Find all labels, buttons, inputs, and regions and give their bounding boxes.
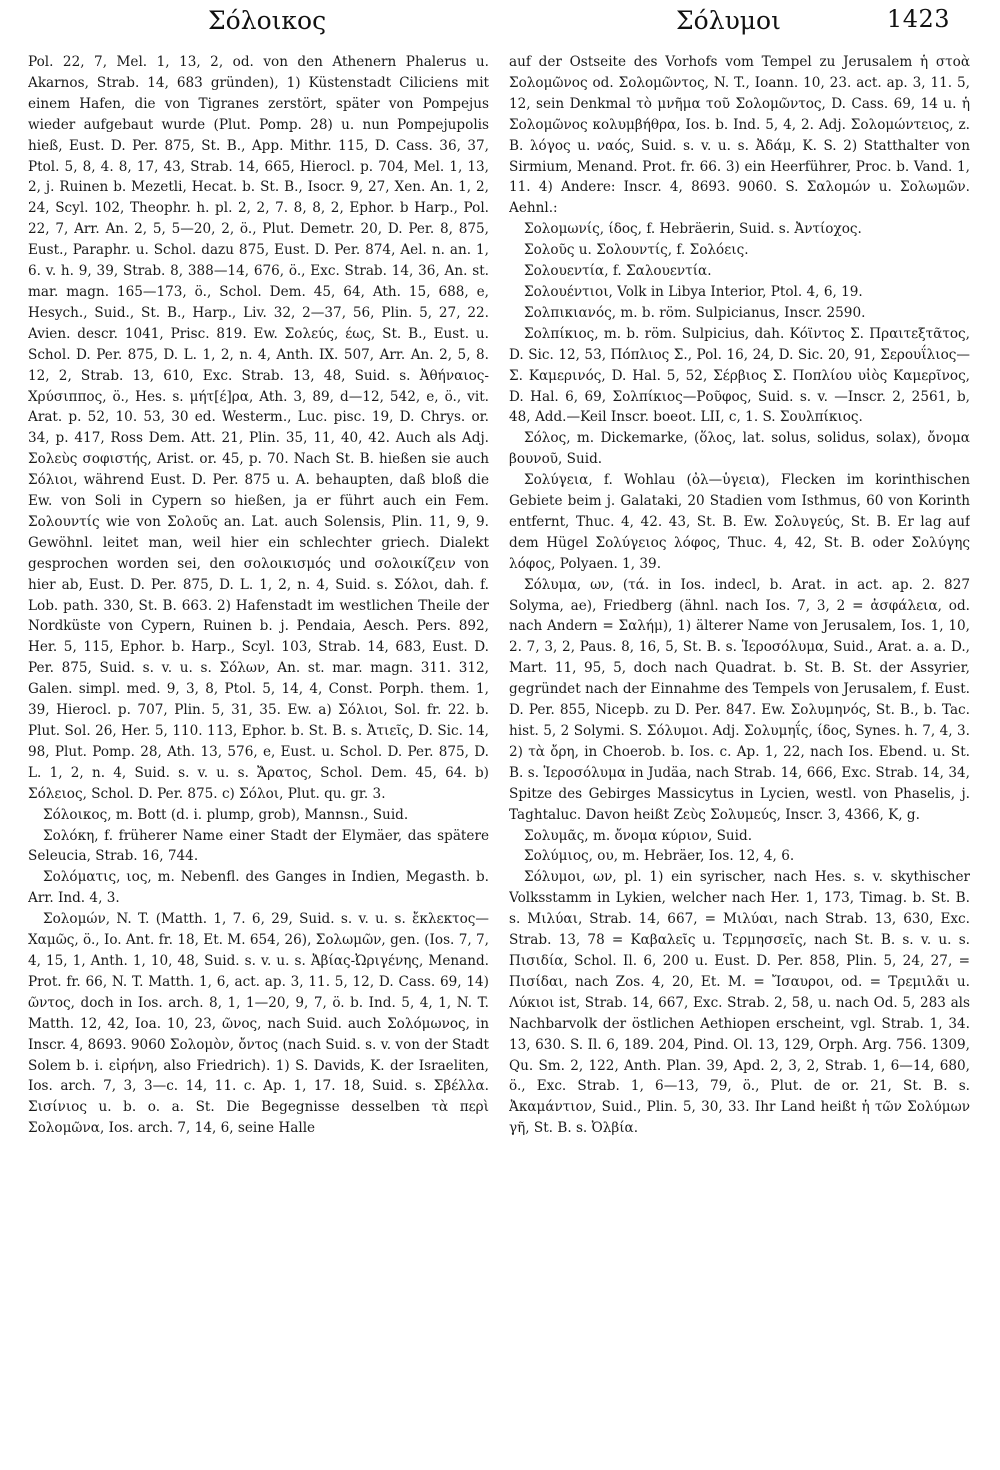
dictionary-entry: Σόλυμα, ων, (τά. in Ios. indecl, b. Arat. in act. ap. 2. 827 Solyma, ae), Friedberg (ähnl. nach Ios. 7, 3, 2 = ἀσφάλεια, od. nach Andern = Σαλήμ), 1) älterer Name von Jerusalem, Ios. 1, 10, 2. 7, 3, 2, Paus. 8, 16, 5, St. B. s. Ἱεροσόλυμα, Suid., Arat. a. a. D., Mart. 11, 95, 5, doch nach Quadrat. b. St. B. St. der Assyrier, gegründet nach der Einnahme des Tempels von Jerusalem, f. Eust. D. Per. 855, Nicepb. zu D. Per. 847. Ew. Σολυμηνός, St. B., b. Tac. hist. 5, 2 Solymi. S. Σόλυμοι. Adj. Σολυμηΐς, ίδος, Synes. h. 7, 4, 3. 2) τὰ ὄρη, in Choerob. b. Ios. c. Ap. 1, 22, nach Ios. Ebend. u. St. B. s. Ἱεροσόλυμα in Judäa, nach Strab. 14, 666, Exc. Strab. 14, 34, Spitze des Gebirges Massicytus in Lycien, westl. von Phaselis, j. Taghtaluc. Davon heißt Ζεὺς Σολυμεύς, Inscr. 3, 4366, K, g. xyxy=(509,576,970,823)
text-columns xyxy=(28,52,970,1450)
page-header xyxy=(0,0,1000,48)
dictionary-entry: Σολουεντία, f. Σαλουεντία. xyxy=(524,263,712,280)
dictionary-entry: Σολόματις, ιος, m. Nebenfl. des Ganges in Indien, Megasth. b. Arr. Ind. 4, 3. xyxy=(28,869,489,907)
header-left-word: Σόλοικος xyxy=(208,6,327,35)
dictionary-entry: Σολουέντιοι, Volk in Libya Interior, Ptol. 4, 6, 19. xyxy=(524,283,863,300)
dictionary-entry: Σολπίκιος, m. b. röm. Sulpicius, dah. Κόϊντος Σ. Πραιτεξτᾶτος, D. Sic. 12, 53, Πόπλιος Σ., Pol. 16, 24, D. Sic. 20, 91, Σερουΐλιος—Σ. Καμερινός, D. Hal. 5, 52, Σέρβιος Σ. Ποπλίου υἱὸς Καμερῖνος, D. Hal. 6, 69, Σολπίκιος—Ροῦφος, Suid. s. v. —Inscr. 2, 2561, b, 48, Add.—Keil Inscr. boeot. LII, c, 1. S. Σουλπίκιος. xyxy=(509,325,970,426)
dictionary-entry: Σόλοικος, m. Bott (d. i. plump, grob), Mannsn., Suid. xyxy=(43,806,409,823)
dictionary-entry: Σολομών, N. T. (Matth. 1, 7. 6, 29, Suid. s. v. u. s. ἔκλεκτος—Χαμῶς, ö., Io. Ant. fr. 18, Et. M. 654, 26), Σολωμῶν, gen. (Ios. 7, 7, 4, 15, 1, Anth. 1, 10, 48, Suid. s. v. u. s. Ἀβίας-Ὠριγένης, Menand. Prot. fr. 66, N. T. Matth. 1, 6, act. ap. 3, 11. 5, 12, D. Cass. 69, 14) ῶντος, doch in Ios. arch. 8, 1, 1—20, 9, 7, ö. b. Ind. 5, 4, 1, N. T. Matth. 12, 42, Ioa. 10, 23, ῶνος, nach Suid. auch Σολόμωνος, in Inscr. 4, 8693. 9060 Σολομὸν, ὄντος (nach Suid. s. v. von der Stadt Solem b. i. εἰρήνη, also Friedrich). 1) S. Davids, K. der Israeliten, Ios. arch. 7, 3, 3—c. 14, 11. c. Ap. 1, 17. 18, Suid. s. Σβέλλα. Σισίνιος u. b. o. a. St. Die Begegnisse desselben τὰ περὶ Σολομῶνα, Ios. arch. 7, 14, 6, seine Halle xyxy=(28,911,489,1137)
dictionary-entry: Σόλος, m. Dickemarke, (ὅλος, lat. solus, solidus, solax), ὄνομα βουνοῦ, Suid. xyxy=(509,430,970,468)
header-right-word: Σόλυμοι xyxy=(676,6,781,35)
dictionary-entry: Σολπικιανός, m. b. röm. Sulpicianus, Inscr. 2590. xyxy=(524,304,866,321)
dictionary-entry: auf der Ostseite des Vorhofs vom Tempel zu Jerusalem ἡ στοὰ Σολομῶνος od. Σολομῶντος, N. T., Ioann. 10, 23. act. ap. 3, 11. 5, 12, sein Denkmal τὸ μνῆμα τοῦ Σολομῶντος, D. Cass. 69, 14 u. ἡ Σολομῶνος κολυμβήθρα, Ios. b. Ind. 5, 4, 2. Adj. Σολομώντειος, z. B. λόγος u. ναός, Suid. s. v. u. s. Ἀδάμ, K. S. 2) Statthalter von Sirmium, Menand. Prot. fr. 66. 3) ein Heerführer, Proc. b. Vand. 1, 11. 4) Andere: Inscr. 4, 8693. 9060. S. Σαλομών u. Σολωμῶν. Aehnl.: xyxy=(509,54,970,217)
dictionary-entry: Σολομωνίς, ίδος, f. Hebräerin, Suid. s. Ἀντίοχος. xyxy=(524,221,862,238)
dictionary-entry: Σολυμᾶς, m. ὄνομα κύριον, Suid. xyxy=(524,827,753,844)
right-column xyxy=(509,52,970,1450)
dictionary-entry: Σολύμιος, ου, m. Hebräer, Ios. 12, 4, 6. xyxy=(524,848,795,865)
left-column xyxy=(28,52,489,1450)
dictionary-entry: Σόλυμοι, ων, pl. 1) ein syrischer, nach Hes. s. v. skythischer Volksstamm in Lykien, welcher nach Her. 1, 173, Timag. b. St. B. s. Μιλύαι, Strab. 14, 667, = Μιλύαι, nach Strab. 13, 630, Exc. Strab. 13, 78 = Καβαλεῖς u. Τερμησσεῖς, nach St. B. s. v. u. s. Πισιδία, Schol. Il. 6, 200 u. Eust. D. Per. 858, Plin. 5, 24, 27, = Πισίδαι, nach Zos. 4, 20, Et. M. = Ἴσαυροι, od. = Τρεμιλᾶι u. Λύκιοι ist, Strab. 14, 667, Exc. Strab. 2, 58, u. nach Od. 5, 283 als Nachbarvolk der östlichen Aethiopen erscheint, vgl. Strab. 1, 34. 13, 630. S. Il. 6, 189. 204, Pind. Ol. 13, 129, Orph. Arg. 756. 1309, Qu. Sm. 2, 122, Anth. Plan. 39, Apd. 2, 3, 2, Strab. 1, 6—14, 680, ö., Exc. Strab. 1, 6—13, 79, ö., Plut. de or. 21, St. B. s. Ἀκαμάντιον, Suid., Plin. 5, 30, 33. Ihr Land heißt ἡ τῶν Σολύμων γῆ, St. B. s. Ὀλβία. xyxy=(509,869,970,1137)
page-number: 1423 xyxy=(886,5,950,33)
dictionary-entry: Σολύγεια, f. Wohlau (ὀλ—ὑγεια), Flecken im korinthischen Gebiete beim j. Galataki, 20 Stadien vom Isthmus, 60 von Korinth entfernt, Thuc. 4, 42. 43, St. B. Ew. Σολυγεύς, St. B. Er lag auf dem Hügel Σολύγειος λόφος, Thuc. 4, 42, St. B. oder Σολύγης λόφος, Polyaen. 1, 39. xyxy=(509,472,970,572)
dictionary-entry: Σολοῦς u. Σολουντίς, f. Σολόεις. xyxy=(524,242,749,259)
dictionary-entry: Σολόκη, f. früherer Name einer Stadt der Elymäer, das spätere Seleucia, Strab. 16, 744. xyxy=(28,827,489,865)
dictionary-entry: Pol. 22, 7, Mel. 1, 13, 2, od. von den Athenern Phalerus u. Akarnos, Strab. 14, 683 gründen), 1) Küstenstadt Ciliciens mit einem Hafen, die von Tigranes zerstört, später von Pompejus wieder aufgebaut wurde (Plut. Pomp. 28) u. nun Pompejupolis hieß, Eust. D. Per. 875, St. B., App. Mithr. 115, D. Cass. 36, 37, Ptol. 5, 8, 4. 8, 17, 43, Strab. 14, 665, Hierocl. p. 704, Mel. 1, 13, 2, j. Ruinen b. Mezetli, Hecat. b. St. B., Isocr. 9, 27, Xen. An. 1, 2, 24, Scyl. 102, Theophr. h. pl. 2, 2, 7. 8, 8, 2, Ephor. b Harp., Pol. 22, 7, Arr. An. 2, 5, 5—20, 2, ö., Plut. Demetr. 20, D. Per. 8, 875, Eust., Paraphr. u. Schol. dazu 875, Eust. D. Per. 874, Ael. n. an. 1, 6. v. h. 9, 39, Strab. 8, 388—14, 676, ö., Exc. Strab. 14, 36, An. st. mar. magn. 165—173, ö., Schol. Dem. 45, 64, Ath. 15, 688, e, Hesych., Suid., St. B., Harp., Liv. 32, 2—37, 56, Plin. 5, 27, 22. Avien. descr. 1041, Prisc. 819. Ew. Σολεύς, έως, St. B., Eust. u. Schol. D. Per. 875, D. L. 1, 2, n. 4, Anth. IX. 507, Arr. An. 2, 5, 8. 12, 2, Strab. 13, 610, Exc. Strab. 13, 48, Suid. s. Ἀθήναιος-Χρύσιππος, ö., Hes. s. μήτ[έ]ρα, Ath. 3, 89, d—12, 542, e, ö., vit. Arat. p. 52, 10. 53, 30 ed. Westerm., Luc. pisc. 19, D. Chrys. or. 34, p. 417, Ross Dem. Att. 21, Plin. 35, 11, 40, 42. Auch als Adj. Σολεὺς σοφιστής, Arist. or. 45, p. 70. Nach St. B. hießen sie auch Σόλιοι, während Eust. D. Per. 875 u. A. behaupten, daß bloß die Ew. von Soli in Cypern so hießen, ja er führt auch ein Fem. Σολουντίς wie von Σολοῦς an. Lat. auch Solensis, Plin. 11, 9, 9. Gewöhnl. leitet man, weil hier ein schlechter griech. Dialekt gesprochen worden sei, den σολοικισμός und σολοικίζειν von hier ab, Eust. D. Per. 875, D. L. 1, 2, n. 4, Suid. s. Σόλοι, dah. f. Lob. path. 330, St. B. 663. 2) Hafenstadt im westlichen Theile der Nordküste von Cypern, Ruinen b. j. Pendaia, Aesch. Pers. 892, Her. 5, 115, Ephor. b. Harp., Scyl. 103, Strab. 14, 683, Eust. D. Per. 875, Suid. s. v. u. s. Σόλων, An. st. mar. magn. 311. 312, Galen. simpl. med. 9, 3, 8, Ptol. 5, 14, 4, Const. Porph. them. 1, 39, Hierocl. p. 707, Plin. 5, 31, 35. Ew. a) Σόλιοι, Sol. fr. 22. b. Plut. Sol. 26, Her. 5, 110. 113, Ephor. b. St. B. s. Ἀτιεῖς, D. Sic. 14, 98, Plut. Pomp. 28, Ath. 13, 576, e, Eust. u. Schol. D. Per. 875, D. L. 1, 2, n. 4, Suid. s. v. u. s. Ἄρατος, Schol. Dem. 45, 64. b) Σόλειος, Schol. D. Per. 875. c) Σόλοι, Plut. qu. gr. 3. xyxy=(28,54,489,802)
